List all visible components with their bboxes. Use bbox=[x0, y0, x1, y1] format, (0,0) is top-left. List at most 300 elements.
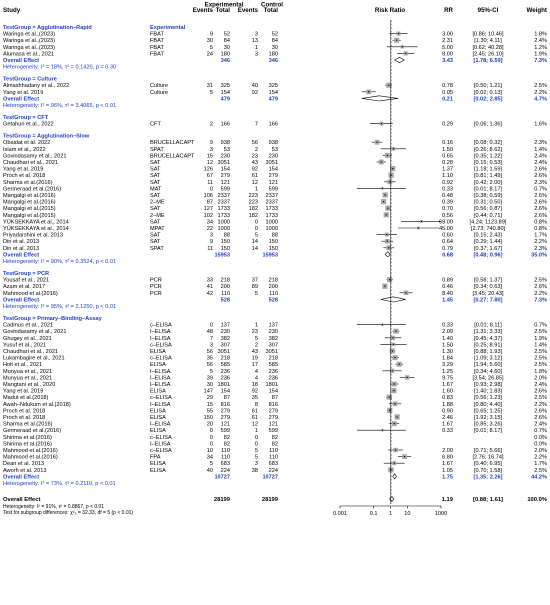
study-row-exp-events: 5 bbox=[209, 368, 213, 375]
study-row-rr: 5.00 bbox=[442, 44, 453, 51]
study-row-weight: 2.5% bbox=[534, 277, 547, 284]
study-row-ci: [0.35; 1.22] bbox=[474, 153, 502, 160]
study-row-exp-total: 88 bbox=[223, 232, 230, 239]
study-row-ctl-total: 230 bbox=[268, 153, 278, 160]
study-row-ci: [1.94; 5.60] bbox=[474, 362, 502, 369]
study-row-ctl-events: 0 bbox=[254, 434, 258, 441]
study-row-study: Germeraad et al.(2016) bbox=[3, 186, 62, 193]
subgroup-overall-label: Overall Effect bbox=[3, 96, 40, 103]
study-row-weight: 2.5% bbox=[534, 355, 547, 362]
study-row-study: YÜKSEKKAYA et al., 2014 bbox=[3, 226, 69, 232]
study-row-test: SAT bbox=[150, 232, 161, 239]
study-row-exp-total: 150 bbox=[220, 245, 230, 252]
study-row-rr: 0.33 bbox=[442, 322, 453, 329]
study-row-weight: 2.3% bbox=[534, 179, 547, 186]
study-row-ctl-events: 223 bbox=[248, 199, 258, 206]
group-subtitle: Experimental bbox=[150, 25, 186, 31]
study-row-exp-events: 126 bbox=[203, 166, 213, 173]
study-row-exp-events: 24 bbox=[206, 51, 213, 58]
study-row-point bbox=[395, 331, 396, 332]
study-row-study: Chaudhari et al., 2021 bbox=[3, 160, 59, 166]
study-row-test: SAT bbox=[150, 160, 161, 166]
study-row-rr: 1.60 bbox=[442, 388, 453, 395]
study-row-point bbox=[381, 161, 382, 162]
study-row-ci: [0.25; 8.91] bbox=[474, 342, 502, 349]
study-row-test: MAT bbox=[150, 186, 162, 193]
study-row-exp-total: 150 bbox=[220, 239, 230, 246]
study-row-ci: [1.31; 3.33] bbox=[474, 329, 502, 336]
study-row-weight: 2.0% bbox=[534, 375, 547, 382]
study-row-ci: [0.56; 1.23] bbox=[474, 395, 502, 402]
subgroup-overall-weight: 7.3% bbox=[534, 58, 547, 64]
study-row-weight: 1.2% bbox=[534, 44, 547, 51]
study-row-rr: 0.56 bbox=[442, 212, 453, 219]
study-row-study: Lukambagire et al., 2021 bbox=[3, 355, 65, 362]
study-row-test: I–ELISA bbox=[150, 421, 171, 428]
study-row-exp-total: 121 bbox=[220, 179, 230, 186]
study-row-test: FBAT bbox=[150, 44, 164, 51]
study-row-ctl-total: 325 bbox=[268, 83, 278, 90]
study-row-weight: 0.0% bbox=[534, 434, 547, 441]
subgroup-overall-rr: 0.68 bbox=[442, 252, 453, 259]
study-row-weight: 2.6% bbox=[534, 199, 547, 206]
study-row-weight: 1.9% bbox=[534, 335, 547, 342]
study-row-rr: 1.25 bbox=[442, 368, 453, 375]
header-study: Study bbox=[3, 7, 21, 14]
study-row-study: Priyadarshini et al. 2013 bbox=[3, 232, 64, 239]
study-row-ctl-total: 180 bbox=[268, 51, 278, 58]
study-row-ctl-events: 1 bbox=[254, 44, 258, 51]
study-row-weight: 2.6% bbox=[534, 415, 547, 421]
study-row-test: SAT bbox=[150, 193, 161, 199]
study-row-study: Cadmus et al., 2021 bbox=[3, 322, 54, 329]
study-row-rr: 8.00 bbox=[442, 51, 453, 58]
x-tick-label: 0.001 bbox=[333, 511, 347, 517]
study-row-test: FBAT bbox=[150, 31, 164, 38]
study-row-ctl-total: 84 bbox=[271, 38, 278, 45]
study-row-test: FPA bbox=[150, 454, 161, 461]
study-row-ctl-total: 1733 bbox=[265, 206, 278, 213]
study-row-rr: 0.48 bbox=[442, 193, 453, 199]
study-row-exp-total: 683 bbox=[220, 461, 230, 468]
x-tick-label: 1000 bbox=[434, 511, 448, 517]
study-row-study: Mangalgi et al.(2016) bbox=[3, 193, 56, 199]
study-row-ctl-events: 61 bbox=[251, 408, 258, 415]
study-row-ctl-total: 82 bbox=[271, 434, 278, 441]
study-row-weight: 1.8% bbox=[534, 31, 547, 38]
study-row-study: Holt et al., 2021 bbox=[3, 362, 43, 369]
study-row-rr: 3.29 bbox=[442, 362, 453, 369]
study-row-exp-total: 52 bbox=[223, 31, 230, 38]
study-row-exp-total: 82 bbox=[223, 434, 230, 441]
study-row-exp-events: 106 bbox=[203, 193, 213, 199]
subgroup-overall-label: Overall Effect bbox=[3, 474, 40, 481]
study-row-point bbox=[394, 383, 395, 384]
subgroup-overall-ctl-total: 528 bbox=[268, 297, 278, 304]
study-row-exp-total: 230 bbox=[220, 329, 230, 336]
study-row-rr: 69.00 bbox=[439, 219, 453, 226]
study-row-exp-total: 218 bbox=[220, 277, 230, 284]
study-row-ci: [2.73; 740.80] bbox=[470, 226, 506, 232]
study-row-ctl-total: 236 bbox=[268, 375, 278, 382]
study-row-study: Waringa et al.,(2023) bbox=[3, 38, 56, 45]
study-row-ctl-total: 3051 bbox=[265, 160, 278, 166]
study-row-test: CFT bbox=[150, 121, 161, 128]
study-row-point bbox=[394, 463, 395, 464]
study-row-ci: [0.85; 3.26] bbox=[474, 421, 502, 428]
study-row-study: Mangalgi et al.(2015) bbox=[3, 206, 56, 213]
overall-heterogeneity: Heterogeneity: I² = 91%, τ² = 0.8867, p < 0.01 bbox=[3, 504, 105, 510]
study-row-ci: [1.18; 1.59] bbox=[474, 166, 502, 173]
study-row-exp-events: 102 bbox=[203, 212, 213, 219]
study-row-ctl-events: 0 bbox=[254, 219, 258, 226]
study-row-ctl-total: 110 bbox=[269, 290, 278, 297]
study-row-ctl-total: 154 bbox=[268, 166, 278, 173]
study-row-exp-total: 121 bbox=[220, 421, 230, 428]
subgroup-overall-weight: 4.7% bbox=[534, 96, 547, 103]
study-row-exp-events: 0 bbox=[209, 322, 213, 329]
study-row-ctl-total: 279 bbox=[268, 415, 278, 421]
study-row-ctl-total: 154 bbox=[268, 89, 278, 96]
study-row-ctl-events: 61 bbox=[251, 415, 258, 421]
study-row-weight: 2.5% bbox=[534, 362, 547, 369]
study-row-rr: 0.05 bbox=[442, 89, 453, 96]
study-row-ci: [0.02; 0.13] bbox=[474, 89, 502, 96]
study-row-exp-total: 2337 bbox=[217, 193, 230, 199]
study-row-test: I–ELISA bbox=[150, 375, 171, 382]
header-exp-total: Total bbox=[215, 7, 230, 14]
study-row-point bbox=[383, 201, 384, 202]
overall-weight: 100.0% bbox=[527, 497, 547, 503]
study-row-exp-total: 53 bbox=[223, 146, 230, 153]
study-row-point bbox=[381, 123, 382, 124]
study-row-test: FBAT bbox=[150, 51, 164, 58]
subgroup-overall-ci: [1.78; 6.59] bbox=[473, 58, 503, 64]
study-row-test: I–ELISA bbox=[150, 401, 171, 408]
overall-ci: [0.88; 1.61] bbox=[473, 497, 503, 503]
study-row-exp-total: 82 bbox=[223, 441, 230, 448]
study-row-weight: 2.2% bbox=[534, 239, 547, 246]
study-row-weight: 2.5% bbox=[534, 329, 547, 336]
study-row-weight: 2.4% bbox=[534, 382, 547, 388]
study-row-test: SAT bbox=[150, 173, 161, 180]
study-row-ctl-events: 61 bbox=[251, 173, 258, 180]
study-row-study: Shirima et al.(2016) bbox=[3, 434, 52, 441]
study-row-rr: 0.33 bbox=[442, 186, 453, 193]
study-row-point bbox=[382, 188, 383, 189]
subgroup-heterogeneity: Heterogeneity: I² = 73%, τ² = 0.2110, p < 0.01 bbox=[3, 481, 116, 487]
study-row-exp-total: 1733 bbox=[217, 212, 230, 219]
study-row-ctl-events: 2 bbox=[254, 342, 258, 349]
study-row-ci: [0.29; 1.44] bbox=[474, 239, 502, 246]
study-row-ci: [0.08; 0.32] bbox=[474, 140, 502, 147]
subgroup-overall-rr: 3.43 bbox=[442, 58, 453, 64]
study-row-rr: 0.65 bbox=[442, 153, 453, 160]
study-row-ctl-total: 121 bbox=[268, 179, 278, 186]
study-row-exp-total: 224 bbox=[220, 467, 230, 474]
study-row-exp-total: 307 bbox=[220, 342, 230, 349]
study-row-exp-events: 55 bbox=[206, 408, 213, 415]
header-risk-ratio: Risk Ratio bbox=[374, 7, 406, 14]
study-row-point bbox=[385, 194, 386, 195]
study-row-exp-total: 325 bbox=[220, 83, 230, 90]
study-row-point bbox=[407, 377, 408, 378]
study-row-exp-total: 1000 bbox=[217, 226, 230, 232]
group-title: TestGroup = Primary–Binding–Assay bbox=[3, 316, 102, 322]
study-row-ctl-events: 182 bbox=[248, 206, 258, 213]
study-row-exp-total: 84 bbox=[223, 38, 230, 45]
study-row-exp-total: 137 bbox=[220, 322, 230, 329]
study-row-ci: [0.26; 8.62] bbox=[474, 146, 502, 153]
subgroup-overall-diamond bbox=[381, 297, 406, 302]
study-row-point bbox=[388, 85, 389, 86]
study-row-ci: [0.01; 8.17] bbox=[474, 428, 502, 435]
study-row-ci: [1.92; 3.15] bbox=[474, 415, 502, 421]
study-row-study: Aworh et al. 2013 bbox=[3, 467, 47, 474]
study-row-study: Yusuf et al., 2021 bbox=[3, 342, 47, 349]
study-row-rr: 3.00 bbox=[442, 31, 453, 38]
study-row-test: ELISA bbox=[150, 428, 166, 435]
study-row-ctl-events: 12 bbox=[251, 421, 258, 428]
study-row-ctl-total: 82 bbox=[271, 441, 278, 448]
study-row-rr: 1.88 bbox=[442, 401, 453, 408]
study-row-test: SAT bbox=[150, 239, 161, 246]
study-row-ctl-events: 43 bbox=[251, 160, 258, 166]
subgroup-overall-ctl-total: 479 bbox=[268, 96, 278, 103]
study-row-ctl-events: 4 bbox=[254, 375, 258, 382]
study-row-rr: 45.00 bbox=[439, 226, 453, 232]
study-row-ci: [0.71; 5.66] bbox=[474, 448, 502, 454]
study-row-ctl-events: 17 bbox=[251, 362, 258, 369]
study-row-study: Alumasa et al., 2021 bbox=[3, 51, 54, 58]
study-row-weight: 2.3% bbox=[534, 140, 547, 147]
x-tick-label: 0.1 bbox=[369, 511, 378, 517]
study-row-exp-events: 30 bbox=[206, 382, 213, 388]
study-row-weight: 2.2% bbox=[534, 401, 547, 408]
study-row-study: Islam et al., 2022 bbox=[3, 146, 46, 153]
header-ctl-total: Total bbox=[263, 7, 278, 14]
study-row-ci: [0.37; 1.67] bbox=[474, 245, 502, 252]
study-row-study: Mahmood et al.(2016) bbox=[3, 290, 58, 297]
study-row-exp-total: 154 bbox=[220, 388, 230, 395]
study-row-ci: [0.15; 2.43] bbox=[474, 232, 502, 239]
study-row-exp-events: 87 bbox=[206, 199, 213, 206]
subgroup-overall-exp-total: 346 bbox=[220, 58, 230, 64]
study-row-test: SAT bbox=[150, 166, 161, 173]
study-row-exp-events: 0 bbox=[209, 186, 213, 193]
study-row-ci: [0.40; 6.95] bbox=[474, 461, 502, 468]
study-row-exp-total: 218 bbox=[220, 355, 230, 362]
study-row-study: Din et al. 2013 bbox=[3, 239, 40, 246]
study-row-weight: 2.6% bbox=[534, 166, 547, 173]
study-row-ctl-events: 0 bbox=[254, 226, 258, 232]
study-row-ctl-total: 88 bbox=[271, 232, 278, 239]
subgroup-heterogeneity: Heterogeneity: I² = 95%, τ² = 2.1250, p < 0.01 bbox=[3, 304, 117, 310]
study-row-exp-events: 30 bbox=[206, 38, 213, 45]
study-row-study: Getahun et al., 2022 bbox=[3, 121, 54, 128]
study-row-exp-events: 40 bbox=[206, 467, 213, 474]
study-row-weight: 0.0% bbox=[534, 441, 547, 448]
study-row-test: c–ELISA bbox=[150, 434, 172, 441]
study-row-weight: 2.6% bbox=[534, 206, 547, 213]
study-row-test: SPAT bbox=[150, 146, 164, 153]
study-row-exp-events: 5 bbox=[209, 89, 213, 96]
study-row-weight: 2.2% bbox=[534, 89, 547, 96]
study-row-test: Culture bbox=[150, 83, 169, 90]
study-row-point bbox=[389, 410, 390, 411]
study-row-test: ELISA bbox=[150, 415, 166, 421]
study-row-weight: 0.8% bbox=[534, 226, 547, 232]
study-row-ctl-events: 92 bbox=[251, 388, 258, 395]
study-row-study: Sharma et al.(2016) bbox=[3, 421, 53, 428]
subgroup-overall-exp-total: 15953 bbox=[214, 252, 230, 259]
subgroup-overall-rr: 1.45 bbox=[442, 297, 453, 304]
study-row-ctl-total: 3051 bbox=[265, 349, 278, 355]
header-experimental: Experimental bbox=[204, 1, 244, 9]
study-row-point bbox=[405, 292, 406, 293]
study-row-exp-events: 5 bbox=[209, 44, 213, 51]
study-row-study: Mahmood et al.(2016) bbox=[3, 454, 58, 461]
study-row-exp-events: 34 bbox=[206, 219, 213, 226]
subgroup-overall-ci: [0.02; 2.85] bbox=[473, 96, 503, 103]
study-row-ctl-events: 4 bbox=[254, 368, 258, 375]
study-row-test: 2–ME bbox=[150, 212, 165, 219]
study-row-study: Ghugey et al., 2021 bbox=[3, 335, 52, 342]
study-row-ci: [0.01; 8.11] bbox=[474, 322, 502, 329]
study-row-ci: [0.44; 0.71] bbox=[474, 212, 502, 219]
study-row-exp-events: 2 bbox=[209, 121, 213, 128]
study-row-test: PCR bbox=[150, 284, 162, 291]
study-row-exp-events: 22 bbox=[206, 226, 213, 232]
study-row-ctl-total: 224 bbox=[268, 467, 278, 474]
study-row-test: I–ELISA bbox=[150, 382, 171, 388]
subgroup-overall-exp-total: 528 bbox=[220, 297, 230, 304]
study-row-rr: 1.30 bbox=[442, 349, 453, 355]
study-row-exp-total: 816 bbox=[220, 401, 230, 408]
study-row-ctl-total: 2337 bbox=[265, 199, 278, 206]
study-row-ctl-total: 110 bbox=[269, 448, 278, 454]
study-row-exp-events: 56 bbox=[206, 362, 213, 369]
study-row-weight: 2.4% bbox=[534, 153, 547, 160]
subgroup-heterogeneity: Heterogeneity: I² = 96%, τ² = 3.4065, p < 0.01 bbox=[3, 103, 117, 109]
study-row-exp-events: 67 bbox=[206, 173, 213, 180]
study-row-point bbox=[394, 423, 395, 424]
study-row-ctl-total: 87 bbox=[271, 395, 278, 402]
study-row-study: Din et al. 2013 bbox=[3, 245, 40, 252]
study-row-point bbox=[393, 390, 394, 391]
study-row-rr: 0.46 bbox=[442, 284, 453, 291]
study-row-exp-total: 599 bbox=[220, 186, 230, 193]
subgroup-overall-ctl-total: 346 bbox=[268, 58, 278, 64]
study-row-ctl-events: 182 bbox=[248, 212, 258, 219]
study-row-exp-events: 10 bbox=[206, 448, 213, 454]
study-row-ci: [1.09; 3.12] bbox=[474, 355, 502, 362]
study-row-ci: [1.40; 1.83] bbox=[474, 388, 502, 395]
study-row-exp-events: 11 bbox=[207, 245, 213, 252]
header-ci: 95%-CI bbox=[477, 7, 499, 14]
overall-ctl-total: 28199 bbox=[261, 497, 278, 503]
study-row-ctl-events: 56 bbox=[251, 140, 258, 147]
study-row-study: Germeraad et al.(2016) bbox=[3, 428, 62, 435]
study-row-ctl-events: 8 bbox=[254, 401, 258, 408]
study-row-ctl-events: 5 bbox=[254, 290, 258, 297]
study-row-weight: 0.7% bbox=[534, 322, 547, 329]
study-row-rr: 1.84 bbox=[442, 355, 453, 362]
study-row-ctl-events: 43 bbox=[251, 349, 258, 355]
study-row-point bbox=[395, 403, 396, 404]
study-row-study: Azam et al. 2017 bbox=[3, 284, 45, 291]
study-row-test: PCR bbox=[150, 290, 162, 297]
study-row-rr: 1.50 bbox=[442, 146, 453, 153]
study-row-exp-events: 9 bbox=[209, 31, 213, 38]
study-row-exp-total: 585 bbox=[220, 362, 230, 369]
study-row-rr: 1.67 bbox=[442, 461, 453, 468]
study-row-ci: [0.86; 10.46] bbox=[472, 31, 504, 38]
study-row-test: SAT bbox=[150, 206, 161, 213]
study-row-exp-total: 279 bbox=[220, 173, 230, 180]
study-row-exp-total: 236 bbox=[220, 368, 230, 375]
subgroup-overall-weight: 7.3% bbox=[534, 297, 547, 304]
study-row-weight: 2.6% bbox=[534, 212, 547, 219]
study-row-point bbox=[393, 148, 394, 149]
study-row-study: Govindasamy et al., 2021 bbox=[3, 153, 67, 160]
study-row-exp-total: 110 bbox=[221, 290, 230, 297]
study-row-ctl-events: 92 bbox=[251, 89, 258, 96]
group-title: TestGroup = Agglutination–Rapid bbox=[3, 25, 92, 31]
study-row-weight: 2.5% bbox=[534, 467, 547, 474]
subgroup-overall-rr: 0.21 bbox=[442, 96, 453, 103]
subgroup-overall-ci: [1.35; 2.26] bbox=[473, 474, 503, 481]
study-row-rr: 1.50 bbox=[442, 342, 453, 349]
study-row-test: I–ELISA bbox=[150, 441, 171, 448]
study-row-ci: [0.15; 0.53] bbox=[474, 160, 502, 166]
study-row-study: Waringa et al.,(2023) bbox=[3, 44, 56, 51]
study-row-study: Almashhadany et al., 2022 bbox=[3, 83, 70, 90]
group-title: TestGroup = Agglutination–Slow bbox=[3, 133, 90, 140]
study-row-test: ELISA bbox=[150, 467, 166, 474]
study-row-ctl-events: 0 bbox=[254, 441, 258, 448]
study-row-ctl-total: 230 bbox=[268, 329, 278, 336]
study-row-exp-events: 15 bbox=[206, 401, 213, 408]
study-row-rr: 6.80 bbox=[442, 454, 453, 461]
study-row-exp-events: 127 bbox=[203, 206, 213, 213]
study-row-point bbox=[404, 456, 405, 457]
study-row-weight: 2.6% bbox=[534, 284, 547, 291]
study-row-ci: [4.24; 1123.89] bbox=[469, 219, 507, 226]
study-row-ci: [2.76; 16.74] bbox=[472, 454, 504, 461]
study-row-weight: 0.8% bbox=[534, 219, 547, 226]
study-row-exp-total: 382 bbox=[220, 335, 230, 342]
study-row-ctl-total: 599 bbox=[268, 428, 278, 435]
study-row-ctl-events: 92 bbox=[251, 166, 258, 173]
study-row-rr: 0.78 bbox=[442, 83, 453, 90]
study-row-study: Mangalgi et al.(2016) bbox=[3, 199, 56, 206]
study-row-weight: 1.6% bbox=[534, 121, 547, 128]
study-row-ci: [1.30; 4.11] bbox=[474, 38, 502, 45]
study-row-rr: 2.46 bbox=[442, 415, 453, 421]
study-row-point bbox=[386, 214, 387, 215]
study-row-study: Dean et al. 2013 bbox=[3, 461, 45, 468]
study-row-test: SAT bbox=[150, 179, 161, 186]
study-row-test: ELISA bbox=[150, 388, 166, 395]
group-title: TestGroup = Culture bbox=[3, 76, 57, 83]
study-row-ctl-events: 5 bbox=[254, 448, 258, 454]
study-row-exp-events: 31 bbox=[206, 83, 213, 90]
study-row-weight: 1.4% bbox=[534, 342, 547, 349]
study-row-ctl-events: 89 bbox=[251, 284, 258, 291]
study-row-ci: [0.81; 1.49] bbox=[474, 173, 502, 180]
study-row-ctl-events: 1 bbox=[254, 322, 258, 329]
